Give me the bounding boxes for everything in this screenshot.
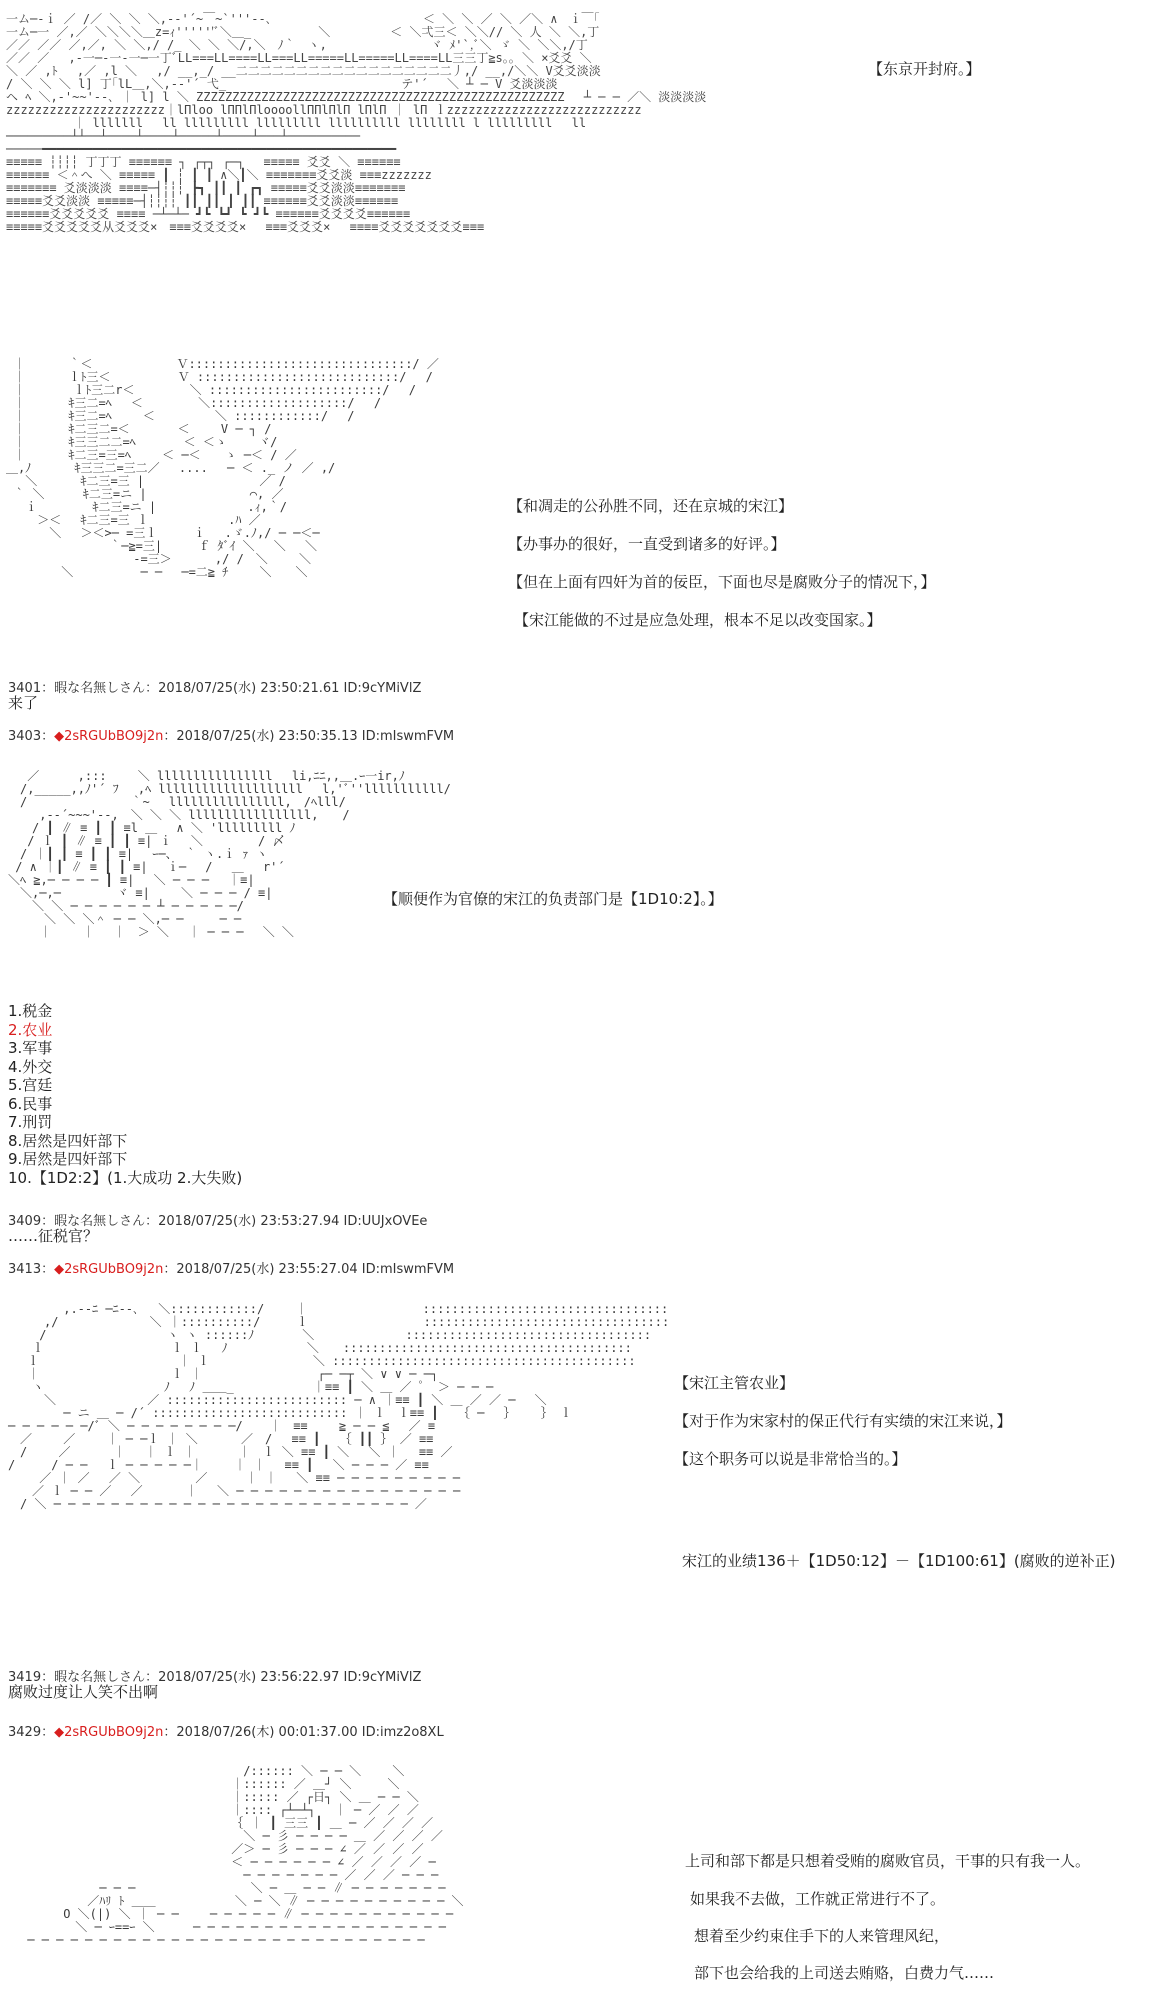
scene4-stat: 宋江的业绩136＋【1D50:12】－【1D100:61】(腐败的逆补正): [682, 1552, 1116, 1570]
scene2-caption-1: 【和凋走的公孙胜不同，还在京城的宋江】: [508, 497, 794, 515]
post-body-3409: ……征税官？: [8, 1227, 99, 1245]
post-number: 3409: [8, 1214, 42, 1229]
ascii-art-song-jiang-farm-office: ,.-‐ﾆ ─ﾆ‐-､ ＼::::::::::::/ ｜ :::::::::::::::::::::::::::::::::: ,/ ＼ ｜::::::::::/ ｌ :::::::::::::::::::::::::::::::::: / ヽ ヽ ::::::ﾉ ＼ :::::::::::::::::::::::::::::::::: ｌ ｌ ｌ ﾉ ＼ :::::::::::::::::::::::::::::::::::::::: ｌ ｜ ｌ ＼ :::::::::::::::::::::::::::::::::::::::::: ｜ ｌ ｜ ┌─ ─┬ ＼ ∨ ∨ ─ ─┐ ヽ ﾉ ﾉ ＿＿_ ｜≡≡ ┃ ＼ ＿ ／ ゜ ＞ ─ ─ ─ ＼ ／ ::::::::::::::::::::::::: ─ ∧ ｜≡≡ ┃ ＼ ＿ ／ ／ ─ ＼ ─ ニ ＿ ─ /´ ::::::::::::::::::::::::::: ｜ ｌ ｌ≡≡ ┃ ｛ ─ ｝ ｝ ｌ ─ ─ ─ ─ ─ ─/ﾞ ＼ ─ ─ ─ ─ ─ ─ ─ ─/ ｜ ≡≡ ≧ ─ ─ ≦ ／ ≡ ／ ／ ｜ ─ ─ｌ ｜ ＼ ／ / ≡≡ ┃ ｛ ┃┃ ｝ ／ ≡≡ / ／ ｜ ｜ ｌ ｜ ｜ ｌ ＼ ≡≡ ┃ ＼ ＼ ｜ ≡≡ ／ / / ─ ─ ｌ ─ ─ ─ ─ ─｜ ｜ ｜ ≡≡ ┃ ＼ ─ ─ ─ ／ ≡≡ ／ ｜ ／ ／ ＼ ／ ｜ ｜ ＼ ≡≡ ─ ─ ─ ─ ─ ─ ─ ─ ─ ／ ｌ ─ ─ ／ ／ ｜ ＼ ─ ─ ─ ─ ─ ─ ─ ─ ─ ─ ─ ─ ─ ─ ─ ─ / ＼ ─ ─ ─ ─ ─ ─ ─ ─ ─ ─ ─ ─ ─ ─ ─ ─ ─ ─ ─ ─ ─ ─ ─ ─ ─ ／: [8, 1302, 670, 1511]
option-7: 7.刑罚: [8, 1113, 53, 1131]
option-8: 8.居然是四奸部下: [8, 1131, 128, 1150]
post-body-3401: 来了: [8, 694, 39, 712]
post-meta: ：2018/07/26(木) 00:01:37.00 ID:imz2o8XL: [163, 1725, 444, 1740]
scene3-caption: 【顺便作为官僚的宋江的负责部门是【1D10:2】。】: [383, 890, 723, 908]
ascii-art-official-desk: ／ ,::: ＼ llllllllllllllll li,ﾆﾆ,,＿.ｰ一ir,ﾉ /,_____,,ﾉ'´ ﾌ ,ﾍ llllllllllllllllllll l,'ﾞ''lllllllllll/ / ｀~ llllllllllllllll, /ﾍlll/ ,-‐´~~~'‐-, ＼ ＼ ＼ lllllllllllllllll, / / ┃ ∥ ≡ ┃ ┃ ≡l ＿ ∧ ＼ 'lllllllll ﾉ / ｌ ┃ ∥ ≡ ┃ ┃ ≡| ｉ ＼ / 〆 / ｜┃ ┃ ≡ ┃ ┃ ≡| ｰ─、 ｀ ヽ.ｉ ｧ ヽ / ∧ ｜┃ ∥ ≡ ┃ ┃ ≡| ｉ─ / ＿ r'´ ＼ﾍ ≧,─ ─ ─ ─ ┃ ≡| ＼ ─ ─ ─ ｜≡| ＼,─,─ ヾ ≡| ＼ ─ ─ ─ / ≡| ＼ ＼ ─ ─ ─ ─ ─ ─ ┴ ─ ─ ─ ─ ─/ ＼ ＼ ＼＾ ─ ─ ＼,─ ─ ─ ─ ｜ ｜ ｜ ＞ ＼ ｜ ─ ─ ─ ＼ ＼: [8, 769, 451, 939]
post-number: 3401: [8, 681, 42, 696]
scene2-caption-3: 【但在上面有四奸为首的佞臣，下面也尽是腐败分子的情况下，】: [508, 573, 936, 591]
post-number: 3429: [8, 1725, 42, 1740]
ascii-art-kaifeng-city: 一ム─‐ｉ ／ /／ ＼ ＼ ＼,-‐'´~￣~`'''‐-､ ＜ ＼ ＼ ／ ＼ ／＼ ∧ ｉ￣｢ 一ム─一 ／,／ ＼＼＼＼＿z=ｨ''''''ﾞ＼＿_ ＼ ＜ ＼弌三＜ ＼＼// ＼ 人 ＼ ＼,丁 ／／ ／／ ／,／, ＼ ＼,/ /_ ＼ ＼ ＼/,＼ ﾉ｀ ヽ, ヾ ﾒ'`,ﾞ＼ ゞ ＼ ＼＼,/丁 ／／ ／ ,-一─‐一‐一─一丁ﾞLL===LL====LL===LL=====LL=====LL====LL三三丁≧s｡｡ ＼ ×爻爻 ＼ ＼ ／ ,ﾄ ,／ ,l ＼ ,/ __,_/ __二二二二二二二二二二二二二二二二二二丿,/ __,/＼＼ V爻爻淡淡 / ＼ ＼ ＼ l] 丁｢lL＿,＼,-‐'´ 弋_ テ'´ ＼ ┴ ─ V 爻淡淡淡 ヘ ﾍ ＼,-'~~'‐-､ ｜ l] l ＼ ZZZZZZZZZZZZZZZZZZZZZZZZZZZZZZZZZZZZZZZZZZZZZZZZZZZ ┴ ─ ─ ／＼ 淡淡淡淡 zzzzzzzzzzzzzzzzzzzzzz｜lΠloo lΠΠlΠloooollΠΠlΠlΠ lΠlΠ ｜ lΠ ｌzzzzzzzzzzzzzzzzzzzzzzzzzzz ｜ lllllll ll lllllllll lllllllll llllllllll llllllll l lllllllll ll ─────────┴┴──┴────┴────┴─────┴────┴───┴────────── ─────━━━━━━━━━━━━━━━━━━━━━━━━━━━━━━━━━━━━━━━━━━━━━━━━━ ≡≡≡≡≡ ┆┆┆┆ 丁丁丁 ≡≡≡≡≡≡ ┐ ┌┬┐ ┌─┐ ≡≡≡≡≡ 爻爻 ＼ ≡≡≡≡≡≡ ≡≡≡≡≡≡ ＜＾へ ＼ ≡≡≡≡≡ ┃ ┆ ┃ ┃ ∧＼┃＼ ≡≡≡≡≡≡≡爻爻淡 ≡≡≡zzzzzzz ≡≡≡≡≡≡≡ 爻淡淡淡 ≡≡≡≡─┤┆┆┆ ┣┓ ┃┃ ┃ ┏┓ ≡≡≡≡≡爻爻淡淡≡≡≡≡≡≡≡ ≡≡≡≡≡爻爻淡淡 ≡≡≡≡≡─┤┆┆┆┆ ┃┃ ┃┃ ┃ ┃┃ ≡≡≡≡≡≡爻爻淡淡≡≡≡≡≡≡ ≡≡≡≡≡≡爻爻爻爻爻 ≡≡≡≡ ─┴─┴─ ┛┗ ┗┛ ┗ ┛┗ ≡≡≡≡≡≡爻爻爻爻≡≡≡≡≡≡ ≡≡≡≡≡爻爻爻爻爻从爻爻爻× ≡≡≡爻爻爻爻× ≡≡≡爻爻爻× ≡≡≡≡爻爻爻爻爻爻爻≡≡≡: [6, 12, 707, 234]
poster-trip: ◆2sRGUbBO9j2n: [54, 1725, 164, 1740]
post-number: 3413: [8, 1262, 42, 1277]
poster-trip: ◆2sRGUbBO9j2n: [54, 729, 164, 744]
post-header-3401: 3401：暇な名無しさん：2018/07/25(水) 23:50:21.61 ID:9cYMiVlZ: [8, 681, 422, 696]
scene2-caption-2: 【办事办的很好，一直受到诸多的好评。】: [508, 535, 786, 553]
post-header-3429: 3429：◆2sRGUbBO9j2n：2018/07/26(木) 00:01:37.00 ID:imz2o8XL: [8, 1725, 444, 1740]
option-10: 10.【1D2:2】(1.大成功 2.大失败): [8, 1168, 243, 1187]
scene4-caption-1: 【宋江主管农业】: [674, 1374, 795, 1392]
poster-name: 暇な名無しさん: [54, 1670, 146, 1685]
option-4: 4.外交: [8, 1057, 53, 1076]
post-header-3413: 3413：◆2sRGUbBO9j2n：2018/07/25(水) 23:55:27.04 ID:mIswmFVM: [8, 1262, 455, 1277]
department-options-list: [8, 1002, 242, 1187]
option-1: 1.税金: [8, 1002, 53, 1020]
post-header-3419: 3419：暇な名無しさん：2018/07/25(水) 23:56:22.97 ID:9cYMiVlZ: [8, 1670, 422, 1685]
post-header-3403: 3403：◆2sRGUbBO9j2n：2018/07/25(水) 23:50:35.13 ID:mIswmFVM: [8, 729, 455, 744]
post-body-3419: 腐败过度让人笑不出啊: [8, 1683, 159, 1701]
option-9: 9.居然是四奸部下: [8, 1150, 128, 1168]
poster-name: 暇な名無しさん: [54, 1214, 146, 1229]
post-number: 3419: [8, 1670, 42, 1685]
poster-name: 暇な名無しさん: [54, 681, 146, 696]
scene5-caption-3: 想着至少约束住手下的人来管理风纪，: [694, 1927, 950, 1945]
scene4-caption-3: 【这个职务可以说是非常恰当的。】: [674, 1450, 907, 1468]
post-meta: ：2018/07/25(水) 23:53:27.94 ID:UUJxOVEe: [145, 1214, 428, 1229]
scene5-caption-1: 上司和部下都是只想着受贿的腐败官员，干事的只有我一人。: [685, 1852, 1091, 1870]
option-5: 5.宫廷: [8, 1076, 53, 1094]
post-meta: ：2018/07/25(水) 23:50:35.13 ID:mIswmFVM: [163, 729, 455, 744]
scene1-caption: 【东京开封府。】: [868, 60, 981, 78]
post-meta: ：2018/07/25(水) 23:56:22.97 ID:9cYMiVlZ: [145, 1670, 422, 1685]
post-number: 3403: [8, 729, 42, 744]
scene4-caption-2: 【对于作为宋家村的保正代行有实绩的宋江来说，】: [674, 1412, 1012, 1430]
option-3: 3.军事: [8, 1039, 53, 1057]
ascii-art-song-jiang-at-desk: /:::::: ＼ ─ ─ ＼ ＼ ｜:::::: ／ ＿┘ ＼ ＼ ｜::::: ／ ┌日┐ ＼ ＿ ─ ─ ＼ ｜:::: ┌┴─┴┐ ｜ ─ ／ ／ ／ ｛ ｜ ┃ 三三 ┃ ＿ ─ ／ ／ ／ ／ ＼ ─ 彡 ─ ─ ─ ─ ＿ ／ ／ ／ ／ ／＞ ─ 彡 ─ ─ ─ ∠ ／ ／ ／ ／ ＜ ─ ─ ─ ─ ─ ─ ∠ ／ ／ ／ ／ ─ ─ ─ ─ ─ ─ ─ ─ ／ ／ ／ ─ ─ ─ ─ ─ ─ ＼ ─ ＿ ─ ─ ∥ ─ ─ ─ ─ ─ ─ ─ ／ﾊﾘ ﾄ ＿＿ ＼ ─ ＼ ∥ ─ ─ ─ ─ ─ ─ ─ ─ ─ ─ ＼ O ＼(|) ＼ ｜ ─ ─ ─ ─ ─ ─ ─ ∥ ─ ─ ─ ─ ─ ─ ─ ─ ─ ─ ─ ＼ ─ ｰ==ｰ ＼ ─ ─ ─ ─ ─ ─ ─ ─ ─ ─ ─ ─ ─ ─ ─ ─ ─ ─ ─ ─ ─ ─ ─ ─ ─ ─ ─ ─ ─ ─ ─ ─ ─ ─ ─ ─ ─ ─ ─ ─ ─ ─ ─ ─ ─ ─: [27, 1764, 464, 1947]
scene5-caption-2: 如果我不去做，工作就正常进行不了。: [690, 1890, 946, 1908]
post-meta: ：2018/07/25(水) 23:55:27.04 ID:mIswmFVM: [163, 1262, 455, 1277]
option-6: 6.民事: [8, 1094, 53, 1113]
post-header-3409: 3409：暇な名無しさん：2018/07/25(水) 23:53:27.94 ID:UUJxOVEe: [8, 1214, 428, 1229]
option-2-selected: 2.农业: [8, 1020, 53, 1039]
scene2-caption-4: 【宋江能做的不过是应急处理，根本不足以改变国家。】: [514, 611, 882, 629]
post-meta: ：2018/07/25(水) 23:50:21.61 ID:9cYMiVlZ: [145, 681, 422, 696]
scene5-caption-4: 部下也会给我的上司送去贿赂，白费力气……: [694, 1964, 995, 1982]
ascii-art-song-jiang-figure-1: ｜ ｀＜ Ｖ:::::::::::::::::::::::::::::::/ ／ ｜ ｌﾄ三＜ Ｖ ::::::::::::::::::::::::::::/ / ｜ ｌﾄ三二r＜ ＼ ::::::::::::::::::::::::/ / ｜ ｷ三二=ﾍ ＜ ＼:::::::::::::::::::/ / ｜ ｷ三二=ﾍ ＜ ＼ ::::::::::::/ / ｜ ｷ二三二=＜ ＜ V ─ ┐ / ｜ ｷ三三二二=ﾍ ＜ ＜ゝ ヾ/ ｜ ｷ二三=三=ﾍ ＜ ─＜ ゝ ─＜ / ／ ＿,ﾉ ｷ三三二=三二／ .... ─ ＜ ._ ノ ／ ,/ ＼ ｷ二三=三 | ／ / ｀ ＼ ｷ二三=ニ | ⌒, ／ ｉ ｷ二三=ニ | .ｨ,｀/ ＞＜ ｷ二三=三 ｌ .ﾊ ／ ＼ ＞＜>─ =三ｌ ｉ .ゞ.ﾉ,/ ─ ─＜─ ｀─≧=三| ｆ ﾀﾞｲ ＼ ＼ ＼ -=三＞ ,/ / ＼ ＼ ＼ ─ ─ ─=二≧ ﾁ ＼ ＼: [6, 357, 439, 579]
poster-trip: ◆2sRGUbBO9j2n: [54, 1262, 164, 1277]
